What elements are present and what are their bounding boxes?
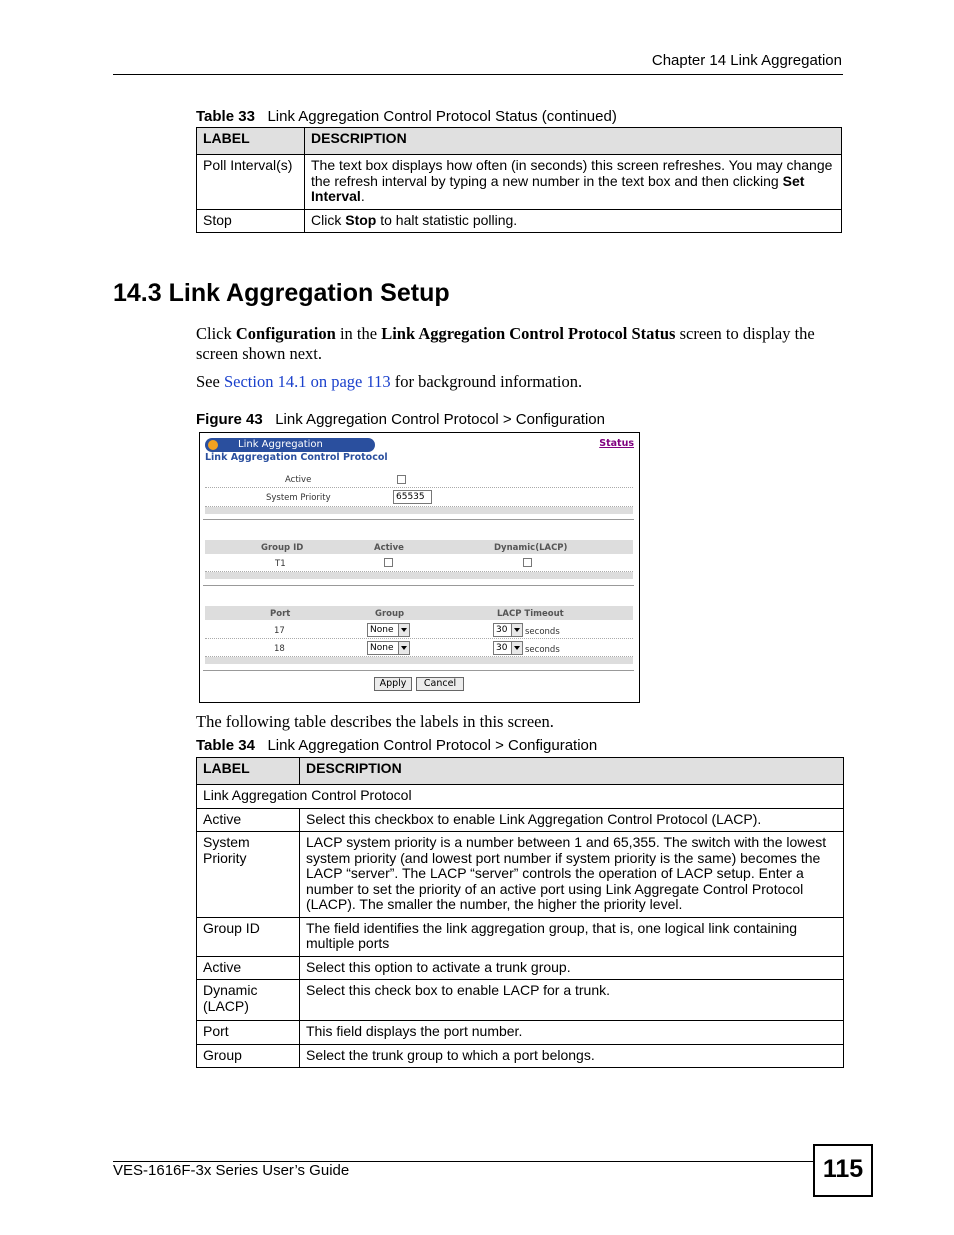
panel-title: Link Aggregation xyxy=(238,439,323,450)
chevron-down-icon xyxy=(398,642,409,654)
table33-col-desc: DESCRIPTION xyxy=(305,128,842,155)
table33-caption xyxy=(196,108,617,125)
figure-caption xyxy=(196,411,605,428)
section-title: 14.3 Link Aggregation Setup xyxy=(113,279,450,307)
cancel-button[interactable]: Cancel xyxy=(416,677,464,691)
table33 xyxy=(196,127,842,233)
group-header-bar xyxy=(205,540,633,554)
active-checkbox[interactable] xyxy=(397,475,406,484)
table33-caption-num: Table 33 xyxy=(196,108,255,125)
table33-row-desc: Click Stop to halt statistic polling. xyxy=(305,209,842,233)
table34-row-desc: LACP system priority is a number between 1 and 65,355. The switch with the lowest system priority (and lowest port number if system priority is the same) becomes the LACP “server”. The LACP “server” controls the operation of LACP setup. Enter a number to set the priority of an active port using Link Aggregate Control Protocol (LACP). The smaller the number, the higher the priority level. xyxy=(300,832,844,918)
header-rule xyxy=(113,74,843,75)
table34-row-desc: Select this option to activate a trunk group. xyxy=(300,956,844,980)
timeout-unit: seconds xyxy=(525,645,560,655)
footer-guide: VES-1616F-3x Series User’s Guide xyxy=(113,1162,350,1179)
table34-row-desc: Select the trunk group to which a port belongs. xyxy=(300,1044,844,1068)
table-row xyxy=(197,917,844,956)
table34-col-label: LABEL xyxy=(197,758,300,785)
timeout-select[interactable]: 30 xyxy=(493,623,523,637)
table33-row-desc: The text box displays how often (in seconds) this screen refreshes. You may change the refresh interval by typing a new number in the text box and then clicking Set Interval. xyxy=(305,155,842,210)
table-row xyxy=(197,1021,844,1045)
group-dynamic-checkbox[interactable] xyxy=(523,558,532,567)
table-row xyxy=(197,808,844,832)
table34 xyxy=(196,757,844,1068)
figure-screenshot xyxy=(199,432,640,703)
table34-row-label: Active xyxy=(197,808,300,832)
system-priority-input[interactable]: 65535 xyxy=(393,490,432,504)
group-id-value: T1 xyxy=(275,559,286,569)
table34-row-desc: The field identifies the link aggregation group, that is, one logical link containing multiple ports xyxy=(300,917,844,956)
panel-title-pill xyxy=(205,438,375,452)
table33-caption-text: Link Aggregation Control Protocol Status (continued) xyxy=(267,108,617,125)
table34-row-label: Port xyxy=(197,1021,300,1045)
chevron-down-icon xyxy=(511,624,522,636)
table34-caption xyxy=(196,737,597,754)
table34-row-label: Dynamic (LACP) xyxy=(197,980,300,1021)
table34-row-label: System Priority xyxy=(197,832,300,918)
figure-caption-text: Link Aggregation Control Protocol > Configuration xyxy=(275,411,605,428)
chevron-down-icon xyxy=(398,624,409,636)
table33-col-label: LABEL xyxy=(197,128,305,155)
table-row xyxy=(197,209,842,233)
timeout-unit: seconds xyxy=(525,627,560,637)
group-select[interactable]: None xyxy=(367,623,410,637)
port-header-bar xyxy=(205,606,633,620)
table34-row-label: Group ID xyxy=(197,917,300,956)
group-active-checkbox[interactable] xyxy=(384,558,393,567)
status-link[interactable]: Status xyxy=(599,438,634,449)
table34-row-label: Group xyxy=(197,1044,300,1068)
table34-row-desc: Select this checkbox to enable Link Aggregation Control Protocol (LACP). xyxy=(300,808,844,832)
table-row xyxy=(197,980,844,1021)
group-id-header: Group ID xyxy=(261,543,304,553)
table-row xyxy=(197,1044,844,1068)
section-link[interactable]: Section 14.1 on page 113 xyxy=(223,372,391,391)
table-row xyxy=(197,155,842,210)
table33-row-label: Stop xyxy=(197,209,305,233)
group-dynamic-header: Dynamic(LACP) xyxy=(494,543,568,553)
priority-row xyxy=(205,488,633,507)
figure-caption-num: Figure 43 xyxy=(196,411,263,428)
table-row xyxy=(205,621,633,639)
section-paragraph-1: Click Configuration in the Link Aggregation Control Protocol Status screen to display the screen shown next. xyxy=(196,324,815,363)
table33-row-label: Poll Interval(s) xyxy=(197,155,305,210)
active-label: Active xyxy=(285,475,312,485)
table-row xyxy=(205,555,633,572)
port-header: Port xyxy=(270,609,291,619)
table34-col-desc: DESCRIPTION xyxy=(300,758,844,785)
active-row xyxy=(205,471,633,488)
system-priority-label: System Priority xyxy=(266,493,331,503)
panel-subtitle: Link Aggregation Control Protocol xyxy=(205,452,388,463)
timeout-select[interactable]: 30 xyxy=(493,641,523,655)
table34-row-label: Active xyxy=(197,956,300,980)
table34-caption-num: Table 34 xyxy=(196,737,255,754)
port-value: 18 xyxy=(274,644,285,654)
table-row xyxy=(205,639,633,657)
page-number: 115 xyxy=(813,1144,873,1197)
group-active-header: Active xyxy=(374,543,404,553)
chevron-down-icon xyxy=(511,642,522,654)
table34-row-desc: Select this check box to enable LACP for a trunk. xyxy=(300,980,844,1021)
table-row xyxy=(197,956,844,980)
table34-caption-text: Link Aggregation Control Protocol > Configuration xyxy=(267,737,598,754)
apply-button[interactable]: Apply xyxy=(374,677,412,691)
port-value: 17 xyxy=(274,626,285,636)
chapter-header: Chapter 14 Link Aggregation xyxy=(651,52,842,69)
title-bullet-icon xyxy=(208,440,218,450)
group-header: Group xyxy=(375,609,405,619)
table-row xyxy=(197,832,844,918)
table34-span-row: Link Aggregation Control Protocol xyxy=(197,785,844,809)
after-figure-text: The following table describes the labels in this screen. xyxy=(196,712,554,731)
section-paragraph-2: See Section 14.1 on page 113 for background information. xyxy=(196,372,583,391)
table34-row-desc: This field displays the port number. xyxy=(300,1021,844,1045)
group-select[interactable]: None xyxy=(367,641,410,655)
lacp-timeout-header: LACP Timeout xyxy=(497,609,564,619)
table-row xyxy=(197,785,844,809)
